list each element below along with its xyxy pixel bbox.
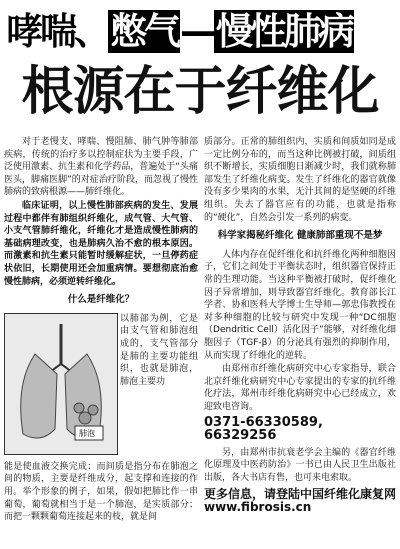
figure-block [4, 313, 198, 461]
left-paragraph-1: 对于老慢支、哮喘、慢阻肺、肺气肿等肺部疾病，传统的治疗多以控制症状为主要手段，广泛使用激素、抗生素和化学药品，普遍处于“头痛医头，脚痛医脚”的对症治疗阶段，而忽视了慢性肺病的致病根源——肺纤维化。 [4, 137, 198, 198]
headline-dash: — [180, 10, 214, 53]
right-paragraph-2: 人体内存在促纤维化和抗纤维化两种细胞因子，它们之间处于平衡状态时，组织器官保持正常的生理功能。当这种平衡被打破时，促纤维化因子异常增加，则导致器官纤维化。教育部长江学者、协和医科大学博士生导师—郭忠伟教授在对多种细胞的比较与研究中发现一种“DC细胞（Dendritic Cell）活化因子”能够，对纤维化细胞因子（TGF-β）的分泌具有强烈的抑制作用，从而实现了纤维化的逆转。 [204, 249, 396, 361]
headline-keyword-1: 憋气 [110, 10, 178, 53]
left-paragraph-3: 能是使血液交换完成；而间质是指分布在肺泡之间的物质，主要是纤维成分，起支撑和连接的作用。举个形象的例子，如果，假如把肺比作一串葡萄，葡萄就相当于是一个肺泡，是实质部分；而把一颗颗葡萄连接起来的枝，就是间 [4, 461, 198, 523]
website-prefix: 更多信息，请登陆中国纤维化康复网 [204, 487, 397, 502]
figure-side-text: 以肺部为例，它是由支气管和肺泡组成的，支气管部分是肺的主要功能组织，也就是肺泡，肺泡主要功 [120, 313, 198, 387]
figure-label: 肺泡 [79, 428, 95, 438]
lung-illustration [4, 313, 118, 455]
right-paragraph-1: 质部分。正常的肺组织内，实质和间质如同是成一定比例分布的，而当这种比例被打破，间质组织不断增长，实质细胞日渐减少时，我们就称肺部发生了纤维化病变。发生了纤维化的器官就像没有多少果肉的水果，无汁其间的是坚硬的纤维组织。失去了器官应有的功能，也就是指称的“硬化”，自然会引发一系列的病变。 [204, 137, 396, 223]
section-heading-fibrosis: 什么是纤维化？ [67, 294, 135, 306]
website-url: www.fibrosis.cn [204, 500, 312, 515]
headline-line-2: 根源在于纤维化 [21, 62, 379, 122]
lung-icon [5, 314, 117, 454]
right-paragraph-4: 另，由郑州市抗衰老学会主编的《器官纤维化原理及中医药防治》一书已由人民卫生出版社出版，各大书店有售，也可来电索取。 [204, 447, 396, 483]
headline-line-1 [6, 4, 394, 60]
right-paragraph-3: 由郑州市纤维化病研究中心专家指导，联合北京纤维化病研究中心专家提出的专家的抗纤维化疗法，郑州市纤维化病研究中心已经成立，欢迎致电咨询。 [204, 364, 396, 412]
left-column [4, 136, 198, 525]
website-line [204, 488, 396, 513]
headline-keyword-2: 慢性肺病 [216, 10, 352, 53]
right-column [204, 136, 396, 514]
section-heading-science: 科学家揭秘纤维化 健康肺部重现不是梦 [217, 230, 383, 242]
phone-number: 0371-66330589, 66329256 [204, 415, 323, 444]
left-paragraph-2: 临床证明，以上慢性肺部疾病的发生、发展过程中都伴有肺组织纤维化，成气管、大气管、小支气管肺纤维化，纤维化才是造成慢性肺病的基础病理改变，也是肺病久治不愈的根本原因。而激素和抗生素只能暂时缓解症状，一旦停药症状依旧，长期使用还会加重病情。要想彻底治愈慢性肺病，必须逆转纤维化。 [4, 200, 198, 287]
headline-prefix: 哮喘、 [6, 10, 108, 53]
